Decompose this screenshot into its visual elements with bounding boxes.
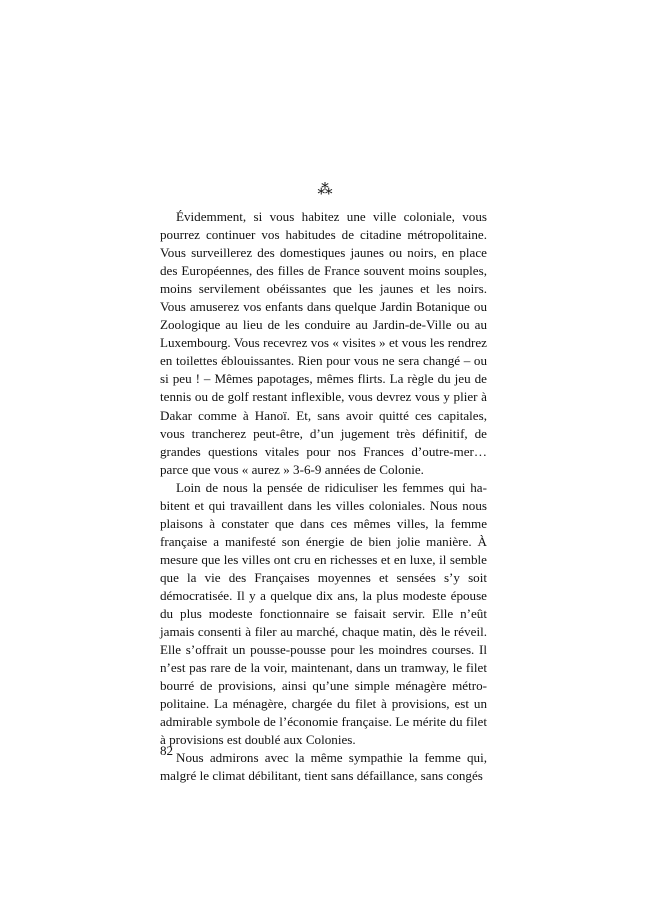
section-ornament: ⁂ <box>317 182 333 198</box>
paragraph: Évidemment, si vous habitez une ville coloniale, vous pourrez continuer vos habitudes de citadine métropolitaine. Vous surveillerez des domestiques jaunes ou noirs, en place des Européennes, des filles de France souvent moins souples, moins servilement obéissantes que les jaunes et les noirs. Vous amuserez vos enfants dans quelque Jardin Botanique ou Zoologique au lieu de les conduire au Jardin-de-Ville ou au Luxembourg. Vous recevrez vos « visites » et vous les rendrez en toilettes éblouissantes. Rien pour vous ne sera changé – ou si peu ! – Mêmes papotages, mêmes flirts. La règle du jeu de tennis ou de golf restant inflexible, vous devrez vous y plier à Dakar comme à Hanoï. Et, sans avoir quitté ces capitales, vous trancherez peut-être, d’un jugement très définitif, de grandes questions vitales pour nos Frances d’outre-mer… parce que vous « aurez » 3-6-9 années de Colonie. <box>160 209 487 477</box>
body-text <box>160 208 487 786</box>
paragraph: Loin de nous la pensée de ridiculiser les femmes qui habitent et qui travaillent dans les villes coloniales. Nous nous plaisons à constater que dans ces mêmes villes, la femme française a manifesté son énergie de bien jolie manière. À mesure que les villes ont cru en richesses et en luxe, il semble que la vie des Françaises moyennes et sensées s’y soit démocratisée. Il y a quelque dix ans, la plus modeste épouse du plus modeste fonctionnaire se faisait servir. Elle n’eût jamais consenti à filer au marché, chaque matin, dès le réveil. Elle s’offrait un pousse-pousse pour les moindres courses. Il n’est pas rare de la voir, maintenant, dans un tramway, le filet bourré de provisions, ainsi qu’une simple ménagère métropolitaine. La ménagère, chargée du filet à provisions, est un admirable symbole de l’économie française. Le mérite du filet à provisions est doublé aux Colonies. <box>160 479 487 748</box>
page-number: 82 <box>160 743 174 758</box>
paragraph: Nous admirons avec la même sympathie la femme qui, malgré le climat débilitant, tient sans défaillance, sans congés <box>160 750 487 784</box>
